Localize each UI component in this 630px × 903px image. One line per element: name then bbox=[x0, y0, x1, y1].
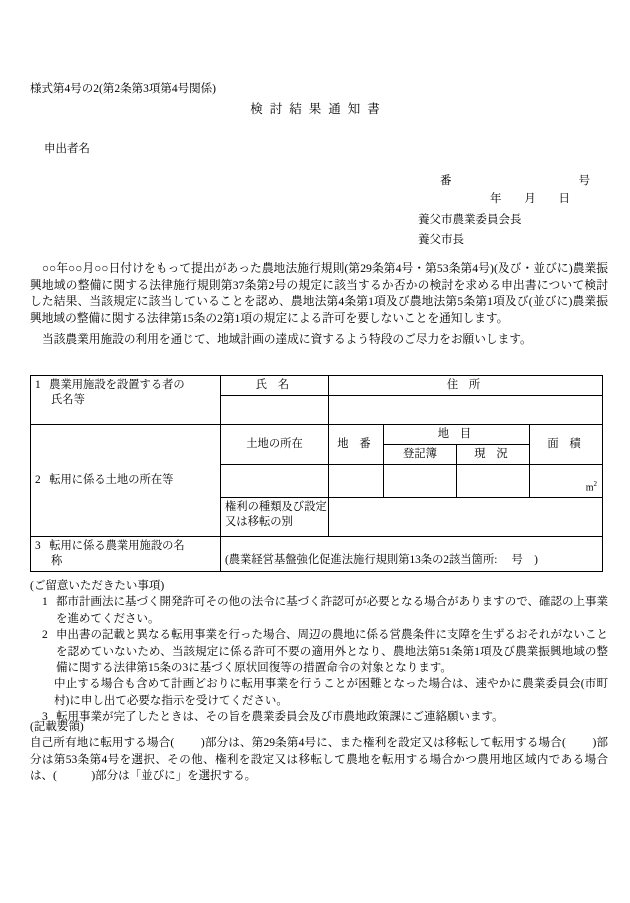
body-paragraph-1: ○○年○○月○○日付けをもって提出があった農地法施行規則(第29条第4号・第53条第4号)(及び・並びに)農業振興地域の整備に関する法律施行規則第37条第2号の規定に該当するか否かの検討を求める申出書について検討した結果、当該規定に該当していることを認め、農地法第4条第1項及び農地法第5条第1項及び(並びに)農業振興地域の整備に関する法律第15条の2第1項の規定による許可を要しないことを通知します。 bbox=[30, 262, 608, 325]
row1-label-cell bbox=[31, 376, 221, 425]
area-unit bbox=[586, 477, 597, 495]
table-row bbox=[31, 537, 603, 572]
value-lot-number[interactable] bbox=[329, 465, 384, 498]
instructions-text: 自己所有地に転用する場合( )部分は、第29条第4号に、また権利を設定又は移転して転用する場合( )部分は第53条第4号を選択、その他、権利を設定又は移転して農地を転用する場合かつ農用地区域内である場合は、( )部分は「並びに」を選択する。 bbox=[30, 737, 608, 783]
area-unit-text: m bbox=[585, 482, 594, 493]
header-address: 住 所 bbox=[329, 376, 603, 396]
header-land-category: 地 目 bbox=[384, 425, 530, 445]
row3-number: 3 bbox=[35, 540, 41, 552]
rights-label-cell bbox=[221, 498, 329, 537]
header-name: 氏 名 bbox=[221, 376, 329, 396]
row1-label-line2: 氏名等 bbox=[51, 394, 85, 406]
facility-name-note: (農業経営基盤強化促進法施行規則第13条の2該当箇所: 号 ) bbox=[225, 554, 538, 566]
row3-label-line1 bbox=[35, 539, 216, 554]
row3-label-line2: 称 bbox=[51, 555, 63, 567]
value-land-location[interactable] bbox=[221, 465, 329, 498]
header-land-location: 土地の所在 bbox=[221, 425, 329, 465]
attention-note-3-text: 転用事業が完了したときは、その旨を農業委員会及び市農地政策課にご連絡願います。 bbox=[56, 711, 504, 724]
header-lot-number: 地 番 bbox=[329, 425, 384, 465]
date-day-label: 日 bbox=[558, 193, 570, 205]
form-table bbox=[30, 375, 603, 572]
attention-notes-section bbox=[30, 578, 608, 726]
attention-note-2-subtext-inner: 中止する場合も含めて計画どおりに転用事業を行うことが困難となった場合は、速やかに農業委員会(市町村)に申し出て必要な指示を受けてください。 bbox=[54, 678, 608, 707]
list-item bbox=[30, 594, 608, 627]
row3-label-cell bbox=[31, 537, 221, 572]
value-registry[interactable] bbox=[384, 465, 457, 498]
area-unit-exponent: 2 bbox=[593, 479, 598, 488]
row3-label-text1: 転用に係る農業用施設の名 bbox=[49, 540, 185, 552]
attention-note-2-text: 申出書の記載と異なる転用事業を行った場合、周辺の農地に係る営農条件に支障を生ずるおそれがないことを認めていないため、当該規定に係る許可不要の適用外となり、農地法第51条第1項及び農業振興地域の整備に関する法律第15条の3に基づく原状回復等の措置命令の対象となります。 bbox=[56, 629, 608, 675]
rights-label-line2: 又は移転の別 bbox=[225, 516, 293, 528]
attention-note-2-number: 2 bbox=[42, 629, 48, 642]
attention-note-3-number: 3 bbox=[42, 711, 48, 724]
attention-note-1-text: 都市計画法に基づく開発許可その他の法令に基づく許認可が必要となる場合がありますので、確認の上事業を進めてください。 bbox=[56, 596, 608, 625]
number-suffix: 号 bbox=[578, 175, 590, 187]
value-address[interactable] bbox=[329, 396, 603, 425]
row2-label-cell bbox=[31, 425, 221, 537]
instructions-heading: (記載要領) bbox=[30, 721, 84, 733]
date-month-label: 月 bbox=[524, 193, 536, 205]
issuer-agriculture-committee: 養父市農業委員会長 bbox=[418, 214, 522, 226]
issue-date-line bbox=[490, 190, 570, 206]
header-registry: 登記簿 bbox=[384, 445, 457, 465]
row2-label-line bbox=[35, 473, 216, 488]
attention-note-2-subtext bbox=[30, 676, 608, 709]
table-row bbox=[31, 425, 603, 445]
value-rights[interactable] bbox=[329, 498, 603, 537]
row1-label-text1: 農業用施設を設置する者の bbox=[49, 379, 185, 391]
instructions-text-wrap bbox=[30, 735, 608, 784]
table-row bbox=[31, 376, 603, 396]
row1-number: 1 bbox=[35, 379, 41, 391]
attention-notes-heading: (ご留意いただきたい事項) bbox=[30, 580, 165, 592]
header-current-status: 現 況 bbox=[457, 445, 530, 465]
attention-note-1-number: 1 bbox=[42, 596, 48, 609]
body-text bbox=[30, 261, 608, 349]
value-current-status[interactable] bbox=[457, 465, 530, 498]
applicant-name-label: 申出者名 bbox=[44, 143, 90, 155]
number-label: 番 bbox=[440, 175, 452, 187]
value-area[interactable] bbox=[530, 465, 603, 498]
row2-number: 2 bbox=[35, 474, 41, 486]
body-paragraph-2: 当該農業用施設の利用を通じて、地域計画の達成に資するよう特段のご尽力をお願いします。 bbox=[42, 333, 532, 347]
header-area: 面 積 bbox=[530, 425, 603, 465]
rights-label-line1: 権利の種類及び設定 bbox=[225, 501, 327, 513]
row2-label-text: 転用に係る土地の所在等 bbox=[49, 474, 174, 486]
date-year-label: 年 bbox=[490, 193, 502, 205]
issuer-mayor: 養父市長 bbox=[418, 234, 464, 246]
value-facility-name[interactable] bbox=[221, 537, 603, 572]
document-title bbox=[0, 99, 630, 117]
instructions-section bbox=[30, 719, 608, 785]
list-item bbox=[30, 627, 608, 676]
value-name[interactable] bbox=[221, 396, 329, 425]
form-number: 様式第4号の2(第2条第3項第4号関係) bbox=[30, 83, 216, 95]
row1-label-line1 bbox=[35, 378, 216, 393]
document-title-text: 検討結果通知書 bbox=[250, 102, 387, 116]
document-number-line bbox=[440, 172, 590, 188]
